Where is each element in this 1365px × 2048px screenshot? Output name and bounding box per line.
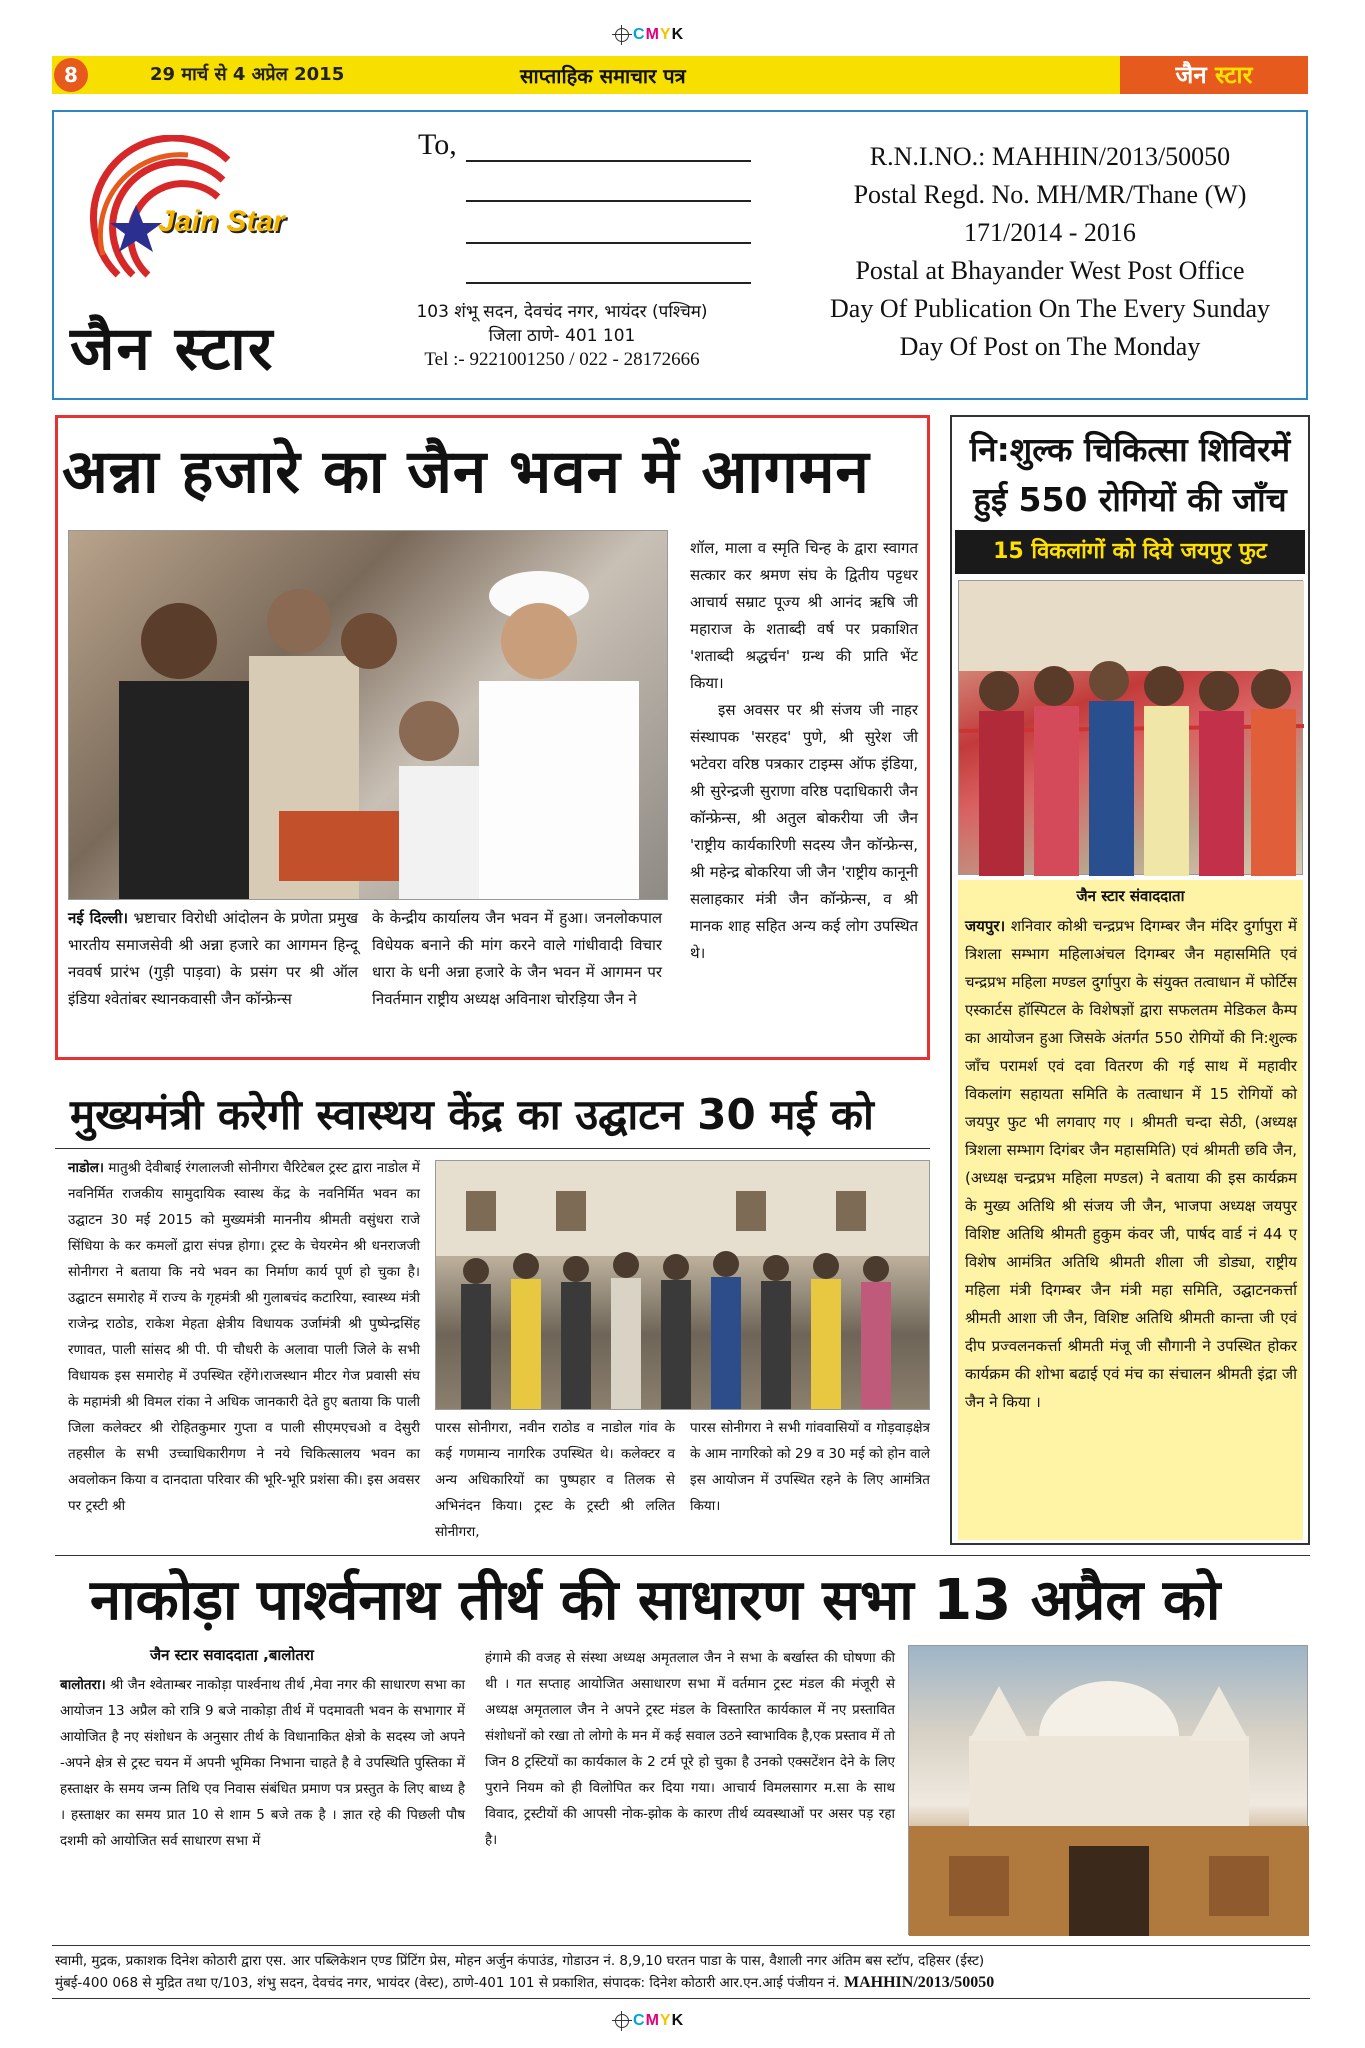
photo-group-icon (436, 1161, 930, 1410)
postal-registration-block: R.N.I.NO.: MAHHIN/2013/50050 Postal Regd. No. MH/MR/Thane (W) 171/2014 - 2016 Postal at Bhayander West Post Office Day Of Publication On The Every Sunday Day Of Post on The Monday (830, 142, 1270, 361)
article3-column-2: हंगामे की वजह से संस्था अध्यक्ष अमृतलाल जैन ने सभा के बर्खास्त की घोषणा की थी । गत सप्ताह आयोजित असाधारण सभा में वर्तमान ट्रस्ट मंडल की मंजूरी से अध्यक्ष अमृतलाल जैन ने अपने ट्रस्ट मंडल के विस्तारित कार्यकाल में नए प्रस्तावित संशोधनों को रखा तो लोगो के मन में कई सवाल उठने स्वाभाविक है,एक प्रस्ताव में तो जिन 8 ट्रस्टियों का कार्यकाल के 2 टर्म पूरे हो चुका है उनको एक्सटेंशन देने के लिए पुराने नियम को ही विलोपित कर दिया गया। आचार्य विमलसागर म.सा के साथ विवाद, ट्रस्टीयों की आपसी नोक-झोक के कारण तीर्थ व्यवस्थाओं पर असर पड़ रहा है। (485, 1650, 895, 1848)
divider (55, 1555, 1310, 1556)
address-line (466, 282, 751, 284)
sidebar-subhead: 15 विकलांगों को दिये जयपुर फुट (955, 530, 1305, 574)
paper-name: जैन स्टार (70, 314, 275, 384)
article2-headline: मुख्यमंत्री करेगी स्वास्थय केंद्र का उद्घाटन 30 मई को (70, 1090, 874, 1139)
sidebar-byline: जैन स्टार संवाददाता (1076, 887, 1185, 905)
print-registration-mark-bottom: CMYK (615, 2012, 684, 2030)
divider (52, 1998, 1310, 1999)
article2-column-1: नाडोल। मातुश्री देवीबाई रंगलालजी सोनीगरा चैरिटेबल ट्रस्ट द्वारा नाडोल में नवनिर्मित राजकीय सामुदायिक स्वास्थ केंद्र के नवनिर्मित भवन का उद्घाटन 30 मई 2015 को मुख्यमंत्री माननीय श्रीमती वसुंधरा राजे सिंधिया के कर कमलों द्वारा संपन्न होगा। ट्रस्ट के चेयरमेन श्री धनराजजी सोनीगरा ने बताया कि नये भवन का निर्माण कार्य पूर्ण हो चुका है। उद्घाटन समारोह में राज्य के गृहमंत्री श्री गुलाबचंद कटारिया, स्वास्थ्य मंत्री राजेन्द्र राठोड, राकेश मेहता क्षेत्रीय विधायक उर्जामंत्री श्री पुष्पेन्द्रसिंह रणावत, पाली सांसद श्री पी. पी चौधरी के अलावा पाली जिले के सभी विधायक इस समारोह में उपस्थित रहेंगे।राजस्थान मीटर गेज प्रवासी संघ के महामंत्री श्री विमल रांका ने अधिक जानकारी देते हुए बताया कि पाली जिला कलेक्टर श्री रोहितकुमार गुप्ता व पाली सीएमएचओ व देसुरी तहसील के सभी उच्चाधिकारीगण ने नये चिकित्सालय भवन का अवलोकन किया व दानदाता परिवार की भूरि-भूरि प्रशंसा की। इस अवसर पर ट्रस्टी श्री (68, 1160, 420, 1514)
print-registration-mark-top: CMYK (615, 26, 684, 44)
imprint-footer: स्वामी, मुद्रक, प्रकाशक दिनेश कोठारी द्वारा एस. आर पब्लिकेशन एण्ड प्रिंटिंग प्रेस, मोहन अर्जुन कंपाउंड, गोडाउन नं. 8,9,10 घरतन पाडा के पास, वैशाली नगर अंतिम बस स्टॉप, दहिसर (ईस्ट) मुंबई-400 068 से मुद्रित तथा ए/103, शंभु सदन, देवचंद नगर, भायंदर (वेस्ट), ठाणे-401 101 से प्रकाशित, संपादक: दिनेश कोठारी आर.एन.आई पंजीयन नं. MAHHIN/2013/50050 (55, 1953, 995, 1991)
address-to-label: To, (418, 128, 457, 161)
article-photo (68, 530, 668, 900)
article2-column-2: पारस सोनीगरा, नवीन राठोड व नाडोल गांव के कई गणमान्य नागरिक उपस्थित थे। कलेक्टर व अन्य अधिकारियों का पुष्पहार व तिलक से अभिनंदन किया। ट्रस्ट के ट्रस्टी श्री ललित सोनीगरा, (435, 1420, 675, 1540)
article-headline: अन्ना हजारे का जैन भवन में आगमन (62, 437, 870, 507)
address-line (466, 242, 751, 244)
article1-column-3: शॉल, माला व स्मृति चिन्ह के द्वारा स्वागत सत्कार कर श्रमण संघ के द्वितीय पट्टधर आचार्य सम्राट पूज्य श्री आनंद ऋषि जी महाराज के शताब्दी वर्ष पर प्रकाशित 'शताब्दी श्रद्धर्चन' ग्रन्थ की प्राति भेंट किया। इस अवसर पर श्री संजय जी नाहर संस्थापक 'सरहद' पुणे, श्री सुरेश जी भटेवरा वरिष्ठ पत्रकार टाइम्स ऑफ इंडिया, श्री सुरेन्द्रजी सुराणा वरिष्ठ पदाधिकारी जैन कॉन्फ्रेन्स, श्री अतुल बोकरीया जी जैन 'राष्ट्रीय कार्यकारिणी सदस्य जैन कॉन्फ्रेन्स, श्री महेन्द्र बोकरिया जी जैन 'राष्ट्रीय कानूनी सलाहकार मंत्री जैन कॉन्फ्रेन्स, व श्री मानक शाह सहित अन्य कई लोग उपस्थित थे। (690, 539, 918, 962)
address-line (466, 200, 751, 202)
sidebar-headline: नि:शुल्क चिकित्सा शिविरमें हुई 550 रोगियों की जाँच (969, 430, 1291, 519)
article2-column-3: पारस सोनीगरा ने सभी गांववासियों व गोड़वाड़क्षेत्र के आम नागरिको को 29 व 30 मई को होन वाले इस आयोजन में उपस्थित रहने के लिए आमंत्रित किया। (690, 1420, 930, 1514)
photo-ribbon-cutting-icon (959, 581, 1304, 876)
divider (55, 1148, 930, 1149)
article3-temple-photo (908, 1645, 1308, 1935)
divider (52, 1945, 1310, 1946)
article2-photo (435, 1160, 930, 1410)
address-line (466, 160, 751, 162)
crosshair-icon (615, 2014, 629, 2028)
issue-date-range: 29 मार्च से 4 अप्रेल 2015 (150, 64, 345, 85)
photo-people-icon (69, 531, 668, 900)
page-number: 8 (54, 58, 88, 92)
article1-column-2: के केन्द्रीय कार्यालय जैन भवन में हुआ। जनलोकपाल विधेयक बनाने की मांग करने वाले गांधीवादी विचार धारा के धनी अन्ना हजारे के जैन भवन में आगमन पर निवर्तमान राष्ट्रीय अध्यक्ष अविनाश चोरड़िया जैन ने (372, 909, 662, 1008)
article3-column-1: बालोतरा। श्री जैन श्वेताम्बर नाकोड़ा पार्श्वनाथ तीर्थ ,मेवा नगर की साधारण सभा का आयोजन 13 अप्रैल को रात्रि 9 बजे नाकोड़ा तीर्थ में पदमावती भवन के सभागार में आयोजित है नए संशोधन के अनुसार तीर्थ के विधानाकित क्षेत्रो के सदस्य जो अपने -अपने क्षेत्र से ट्रस्ट चयन में अपनी भूमिका निभाना चाहते है वे उपस्थिति पुस्तिका में हस्ताक्षर के समय जन्म तिथि एव निवास संबंधित प्रमाण पत्र प्रस्तुत के लिए बाध्य है । हस्ताक्षर का समय प्रात 10 से शाम 5 बजे तक है । ज्ञात रहे की पिछली पौष दशमी को आयोजित सर्व साधारण सभा में (60, 1677, 465, 1849)
crosshair-icon (615, 28, 629, 42)
weekly-label: साप्ताहिक समाचार पत्र (520, 64, 686, 88)
temple-icon (909, 1646, 1309, 1936)
publisher-address: 103 शंभू सदन, देवचंद नगर, भायंदर (पश्चिम) जिला ठाणे- 401 101 Tel :- 9221001250 / 022 - 28172666 (416, 302, 708, 370)
sidebar-body: जयपुर। शनिवार कोश्री चन्द्रप्रभ दिगम्बर जैन मंदिर दुर्गापुरा में त्रिशला सम्भाग महिलाअंचल दिगम्बर जैन महासमिति एवं चन्द्रप्रभ महिला मण्डल दुर्गापुरा के संयुक्त तत्वाधान में फोर्टिस एस्कार्टस हॉस्पिटल के विशेषज्ञों द्वारा सफलतम मेडिकल कैम्प का आयोजन हुआ जिसके अंतर्गत 550 रोगियों की नि:शुल्क जाँच परामर्श एवं दवा वितरण की गई साथ में महावीर विकलांग सहायता समिति के तत्वाधान में 15 रोगियों को जयपुर फुट भी लगवाए गए । श्रीमती चन्दा सेठी, (अध्यक्ष त्रिशला सम्भाग दिगंबर जैन महासमिति) एवं श्रीमती छवि जैन, (अध्यक्ष चन्द्रप्रभ महिला मण्डल) ने बताया की इस कार्यक्रम के मुख्य अतिथि श्री संजय जी जैन, भाजपा अध्यक्ष जयपुर विशिष्ट अतिथि श्रीमती हुकुम कंवर जी, पार्षद वार्ड नं 44 ए विशेष आमंत्रित अतिथि श्रीमती शीला जी डोड्या, राष्ट्रीय महिला मंत्री दिगम्बर जैन मंत्री महा समिति, उद्घाटनकर्त्ता श्रीमती आशा जी जैन, विशिष्ट अतिथि श्रीमती कान्ता जी एवं दीप प्रज्वलनकर्त्ता श्रीमती मंजू जी सौगानी ने उपस्थित होकर कार्यक्रम की शोभा बढाई एवं मंच का संचालन श्रीमती इंद्रा जी जैन ने किया । (965, 917, 1297, 1411)
article3-byline: जैन स्टार सवाददाता ,बालोतरा (150, 1646, 314, 1664)
sidebar-photo (958, 580, 1303, 875)
article3-headline: नाकोड़ा पार्श्वनाथ तीर्थ की साधारण सभा 13 अप्रैल को (90, 1568, 1221, 1633)
brand-tag: जैन स्टार (1120, 56, 1308, 94)
logo-text: Jain Star (158, 205, 285, 238)
article1-column-1: नई दिल्ली। भ्रष्टाचार विरोधी आंदोलन के प्रणेता प्रमुख भारतीय समाजसेवी श्री अन्ना हजारे का आगमन हिन्दू नववर्ष प्रारंभ (गुड़ी पाड़वा) के प्रसंग पर श्री ऑल इंडिया श्वेतांबर स्थानकवासी जैन कॉन्फ्रेन्स (68, 909, 358, 1008)
